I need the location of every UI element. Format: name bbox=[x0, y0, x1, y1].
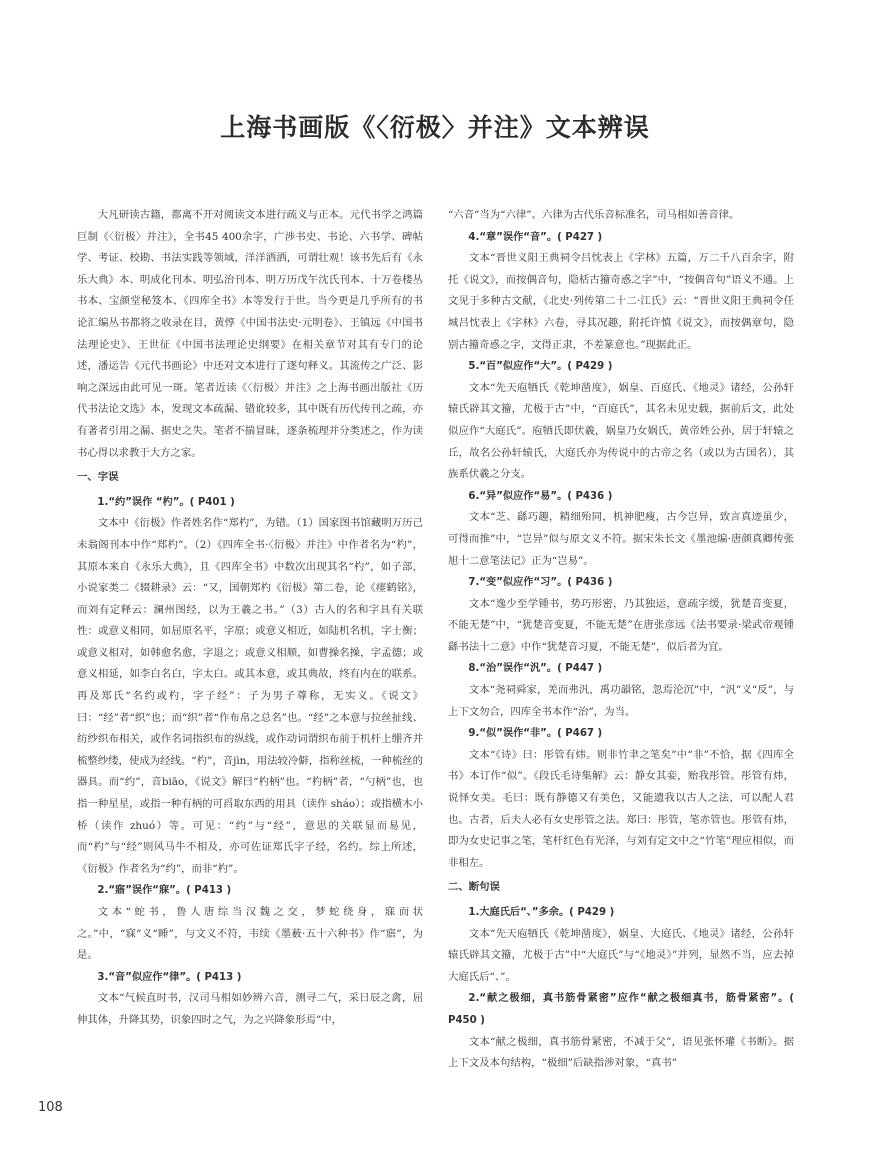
item-heading: 9.“似”误作“非”。( P467 ) bbox=[468, 728, 603, 740]
paragraph: 文本“尧祠舜家，羌而弗汎，禹功韻铭，忽焉沦沉”中，“汎”义“反”，与上下文勿合，四库全书本作“治”，为当。 bbox=[448, 684, 794, 718]
paragraph: 文本“献之极细，真书筋骨紧密，不减于父”，语见张怀瓘《书断》。据上下文及本句结构，“极细”后缺指涉对象，“真书” bbox=[448, 1035, 794, 1070]
paragraph: 文本“《诗》曰：彤管有炜。则非竹聿之笔矣”中“非”不恰，据《四库全书》本订作“似”。《段氏毛诗集解》云：静女其娈，贻我彤管。彤管有炜，说怿女美。毛曰：既有静德又有美色，又能遗我以古人之法，可以配人君也。古者，后夫人必有女史彤管之法。郑曰：彤管，笔赤管也。彤管有炜，即为女史记事之笔，笔杆红色有光泽，与刘有定文中之“竹笔”理应相似，而非相左。 bbox=[448, 748, 794, 869]
item-heading: 5.“百”似应作“大”。( P429 ) bbox=[468, 361, 613, 373]
item-heading: 2.“寤”误作“寐”。( P413 ) bbox=[97, 885, 232, 897]
paragraph: 文本“先天庖牺氏《乾坤凿度》，娲皇、大庭氏、《地灵》诸经，公孙轩辕氏辟其文籀，尤极于古”中“大庭氏”与“《地灵》”并列，显然不当，应去掉大庭氏后“、”。 bbox=[448, 927, 794, 983]
paragraph: 文本“芝、繇巧趣，精细殆同，机神肥瘦，古今岂异，致言真迹虽少，可得而推”中，“岂异”似与原文义不符。据宋朱长文《墨池编·唐颜真卿传张旭十二意笔法记》正为“岂易”。 bbox=[448, 511, 794, 567]
item-heading: 2.“献之极细，真书筋骨紧密”应作“献之极细真书，筋骨紧密”。( P450 ) bbox=[448, 993, 794, 1026]
paragraph: 文本“晋世义阳王典祠令吕忱表上《字林》五篇，万二千八百余字，附托《说文》，而按偶音句，隐栝古籀奇惑之字”中，“按偶音句”语义不通。上文见于多种古文献，《北史·列传第二十二·江氏》云：“晋世义阳王典祠令任城吕忱表上《字林》六卷，寻其况趣，附托许慎《说文》，而按偶章句，隐别古籀奇惑之字，文得正隶，不差篆意也。”现据此正。 bbox=[448, 252, 794, 351]
paragraph: 文本“逸少至学锺书，势巧形密，乃其独运，意疏字缓，犹楚音变夏，不能无楚”中，“犹楚音变夏，不能无楚”在唐张彦远《法书要录·梁武帝观锺繇书法十二意》中作“犹楚音习夏，不能无楚”，似后者为宜。 bbox=[448, 597, 794, 653]
left-column bbox=[77, 205, 423, 1085]
paragraph: “六音”当为“六律”。六律为古代乐音标准名，司马相如善音律。 bbox=[448, 209, 740, 221]
paragraph: 文本“蛇书，鲁人唐综当汉魏之交，梦蛇绕身，寐而状之。”中，“寐”义“睡”，与文义不符，韦续《墨薮·五十六种书》作“寤”，为是。 bbox=[77, 906, 423, 962]
item-heading: 1.大庭氏后“、”多余。( P429 ) bbox=[468, 907, 615, 918]
section-heading: 二、断句误 bbox=[448, 881, 500, 894]
item-heading: 6.“异”似应作“易”。( P436 ) bbox=[468, 490, 613, 502]
item-heading: 1.“约”误作 “杓”。( P401 ) bbox=[97, 496, 235, 508]
item-heading: 8.“治”误作“汎”。( P447 ) bbox=[468, 663, 603, 675]
page-number: 108 bbox=[38, 1100, 63, 1115]
paragraph: 文本“气候直时书，汉司马相如妙辨六音，测寻二气，采日辰之禽，屈伸其体，升降其势，识象四时之气，为之兴降象形焉”中， bbox=[77, 992, 423, 1026]
paragraph: 文本“先天庖牺氏《乾坤凿度》，娲皇、百庭氏、《地灵》诸经，公孙轩辕氏辟其文籀，尤极于古”中，“百庭氏”，其名未见史载，据前后文，此处似应作“大庭氏”。庖牺氏即伏羲，娲皇乃女娲氏，黄帝姓公孙，居于轩辕之丘，故名公孙轩辕氏，大庭氏亦为传说中的古帝之名（或以为古国名），其族系伏羲之分支。 bbox=[448, 381, 794, 481]
article-title: 上海书画版《〈衍极〉并注》文本辨误 bbox=[220, 113, 650, 142]
section-heading: 一、字误 bbox=[77, 471, 119, 484]
right-column bbox=[448, 205, 794, 1085]
paragraph: 大凡研读古籍，都离不开对阅读文本进行疏义与正本。元代书学之鸿篇巨制《〈衍极〉并注》，全书45 400余字，广涉书史、书论、六书学、碑帖学、考证、校勘、书法实践等领域，洋洋洒洒，可谓壮观！该书先后有《永乐大典》本、明成化刊本、明弘治刊本、明万历戊午沈氏刊本、十万卷楼丛书本、宝颜堂秘笈本、《四库全书》本等发行于世。当今更是几乎所有的书论汇编丛书都将之收录在目，黄惇《中国书法史·元明卷》、王镇远《中国书法理论史》、王世征《中国书法理论史纲要》在相关章节对其有专门的论述，潘运告《元代书画论》中还对文本进行了逐句释义。其流传之广泛、影响之深远由此可见一斑。笔者近读《〈衍极〉并注》之上海书画出版社《历代书法论文选》本，发现文本疏漏、错讹较多，其中既有历代传刊之疏，亦有著者引用之漏、据史之失。笔者不揣冒昧，逐条梳理并分类述之，作为读书心得以求教于大方之家。 bbox=[77, 209, 423, 459]
paragraph: 文本中《衍极》作者姓名作“郑杓”，为错。（1）国家图书馆藏明万历己未翁阁刊本中作“郑杓”。（2）《四库全书·〈衍极〉并注》中作者名为“杓”，其原本来自《永乐大典》，且《四库全书》中数次出现其名“杓”，如子部，小说家类二《辍耕录》云：“又，国朝郑杓《衍极》第二卷，论《瘗鹤铭》，而刘有定释云：澜州图经，以为王羲之书。”（3）古人的名和字具有关联性：或意义相同，如屈原名平，字原；或意义相近，如陆机名机，字士衡；或意义相对，如韩愈名愈，字退之；或意义相顺，如曹操名操，字孟德；或意义相延，如李白名白，字太白。或其本意，或其典故，终有内在的联系。再及郑氏“名约或杓，字子经”：子为男子尊称，无实义。《说文》曰：“经”者“织”也；而“织”者“作布帛之总名”也。“经”之本意与拉丝扯线、纺纱织布相关，或作名词指织布的纵线，或作动词谓织布前于机杆上绷齐并梳整纱缕，使成为经线。“杓”，音jìn，用法较冷僻，指称丝梳，一种梳丝的器具。而“约”，音biāo，《说文》解曰“杓柄”也。“杓柄”者，“勺柄”也，也指一种星星，或指一种有柄的可舀取东西的用具（读作 sháo）；或指横木小桥（读作 zhuó）等。可见：“约”与“经”，意思的关联显而易见，而“杓”与“经”则风马牛不相及，亦可佐证郑氏字子经，名约。综上所述，《衍极》作者名为“约”，而非“杓”。 bbox=[77, 517, 423, 875]
item-heading: 4.“章”误作“音”。( P427 ) bbox=[468, 231, 603, 243]
item-heading: 3.“音”似应作“律”。( P413 ) bbox=[97, 971, 242, 983]
item-heading: 7.“变”似应作“习”。( P436 ) bbox=[468, 577, 613, 589]
